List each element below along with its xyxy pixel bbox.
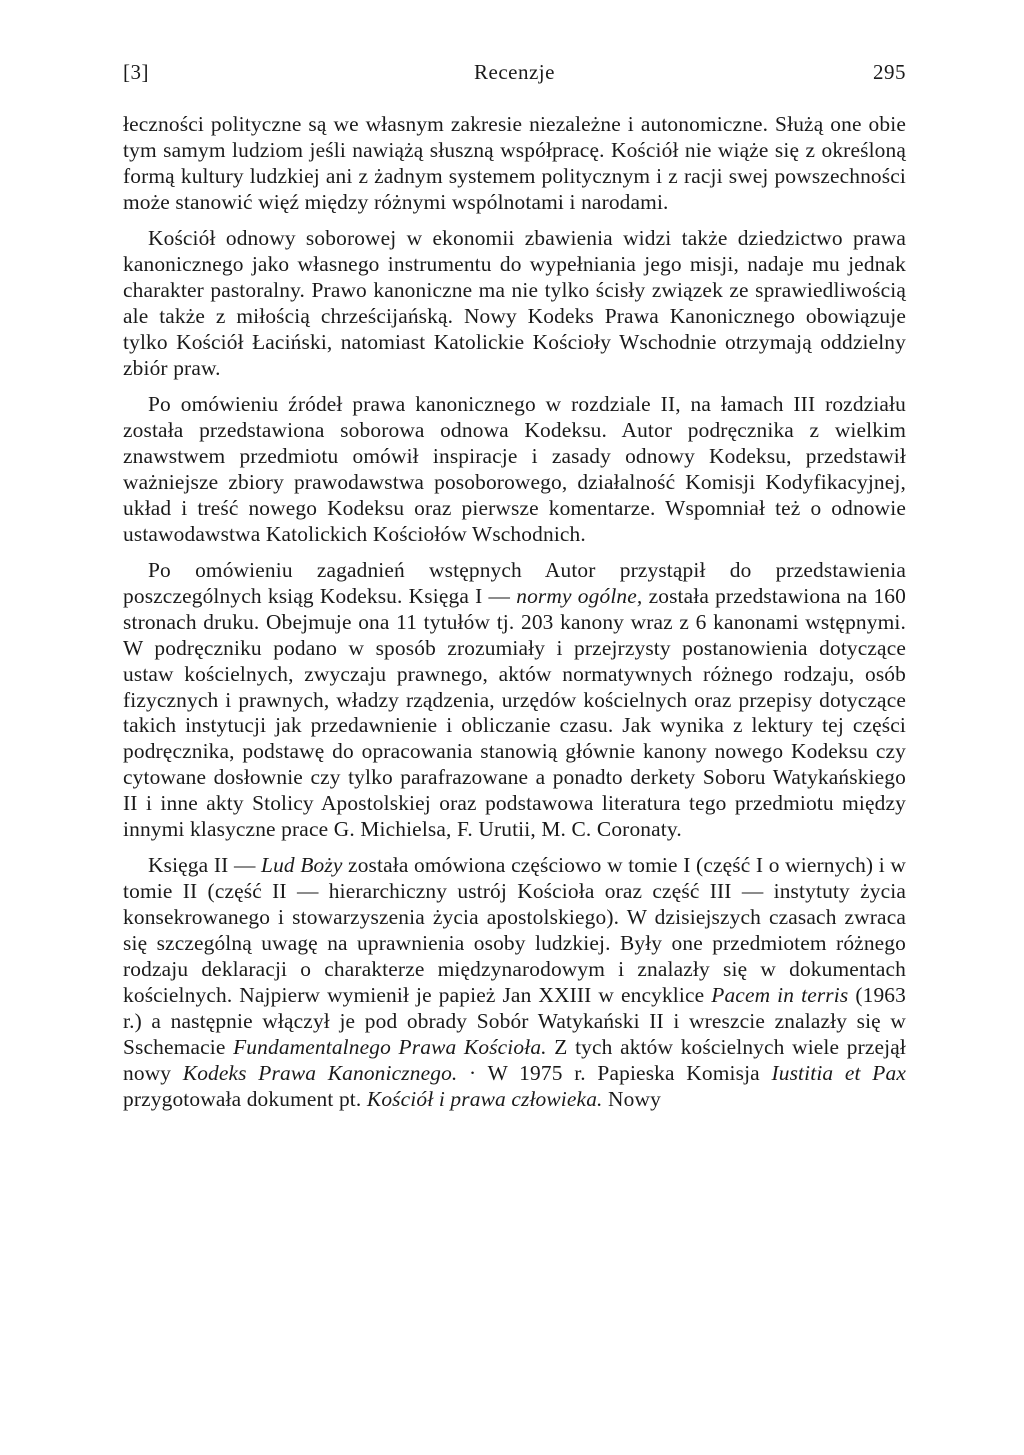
text-run: Po omówieniu źródeł prawa kanonicznego w rozdziale II, na łamach III rozdziału została przedstawiona soborowa odnowa Kodeksu. Autor podręcznika z wielkim znawstwem przedmiotu omówił inspiracje i zasady odnowy Kodeksu, przedstawił ważniejsze zbiory prawodawstwa posoborowego, działalność Komisji Kodyfikacyjnej, układ i treść nowego Kodeksu oraz pierwsze komentarze. Wspomniał też o odnowie ustawodawstwa Katolickich Kościołów Wschodnich. [123, 392, 906, 546]
text-run: Kościół odnowy soborowej w ekonomii zbawienia widzi także dziedzictwo prawa kanonicznego jako własnego instrumentu do wypełniania jego misji, nadaje mu jednak charakter pastoralny. Prawo kanoniczne ma nie tylko ścisły związek ze sprawiedliwością ale także z miłością chrześcijańską. Nowy Kodeks Prawa Kanonicznego obowiązuje tylko Kościół Łaciński, natomiast Katolickie Kościoły Wschodnie otrzymają oddzielny zbiór praw. [123, 226, 906, 380]
paragraph [123, 226, 906, 381]
paragraph [123, 853, 906, 1112]
paragraph [123, 112, 906, 216]
paragraph [123, 392, 906, 547]
running-title: Recenzje [474, 60, 555, 84]
text-run: Po omówieniu zagadnień wstępnych Autor przystąpił do przedstawienia poszczególnych ksiąg Kodeksu. Księga I — [123, 558, 906, 608]
text-run: została omówiona częściowo w tomie I (część I o wiernych) i w tomie II (część II — hierarchiczny ustrój Kościoła oraz część III — instytuty życia konsekrowanego i stowarzyszenia życia apostolskiego). W dzisiejszych czasach zwraca się szczególną uwagę na uprawnienia osoby ludzkiej. Były one przedmiotem różnego rodzaju deklaracji o charakterze międzynarodowym i znalazły się w dokumentach kościelnych. Najpierw wymienił je papież Jan XXIII w encyklice [123, 853, 906, 1007]
body-text [123, 112, 906, 1113]
text-run: została przedstawiona na 160 stronach druku. Obejmuje ona 11 tytułów tj. 203 kanony wraz z 6 kanonami wstępnymi. W podręczniku podano w sposób zrozumiały i przejrzysty postanowienia dotyczące ustaw kościelnych, zwyczaju prawnego, aktów normatywnych różnego rodzaju, osób fizycznych i prawnych, władzy rządzenia, urzędów kościelnych oraz przepisy dotyczące takich instytucji jak przedawnienie i obliczanie czasu. Jak wynika z lektury tej części podręcznika, podstawę do opracowania stanowią głównie kanony nowego Kodeksu czy cytowane dosłownie czy tylko parafrazowane a ponadto derkety Soboru Watykańskiego II i inne akty Stolicy Apostolskiej oraz podstawowa literatura tego przedmiotu między innymi klasyczne prace G. Michielsa, F. Urutii, M. C. Coronaty. [123, 583, 906, 842]
italic-text-run: Lud Boży [261, 853, 343, 878]
italic-text-run: Kodeks Prawa Kanonicznego. [182, 1060, 458, 1085]
text-run: · W 1975 r. Papieska Komisja [457, 1060, 772, 1085]
italic-text-run: Iustitia et Pax [771, 1060, 906, 1085]
running-header [123, 60, 906, 85]
text-run: Nowy [602, 1086, 661, 1111]
page-number: 295 [873, 60, 906, 84]
section-number: [3] [123, 60, 149, 84]
text-run: przygotowała dokument pt. [123, 1086, 367, 1111]
italic-text-run: Kościół i prawa człowieka. [366, 1086, 603, 1111]
italic-text-run: normy ogólne, [516, 583, 643, 608]
italic-text-run: Fundamentalnego Prawa Kościoła. [233, 1034, 547, 1059]
text-run: (1963 r.) a następnie włączył je pod obrady Sobór Watykański II i wreszcie znalazły się w Sschemacie [123, 983, 906, 1059]
text-run: Księga II — [148, 853, 262, 878]
italic-text-run: Pacem in terris [711, 983, 849, 1007]
paragraph [123, 558, 906, 843]
text-run: łeczności polityczne są we własnym zakresie niezależne i autonomiczne. Służą one obie tym samym ludziom jeśli nawiążą słuszną współpracę. Kościół nie wiąże się z określoną formą kultury ludzkiej ani z żadnym systemem politycznym i z racji swej powszechności może stanowić więź między różnymi wspólnotami i narodami. [123, 112, 906, 214]
text-run: Z tych aktów kościelnych wiele przejął nowy [123, 1034, 906, 1085]
